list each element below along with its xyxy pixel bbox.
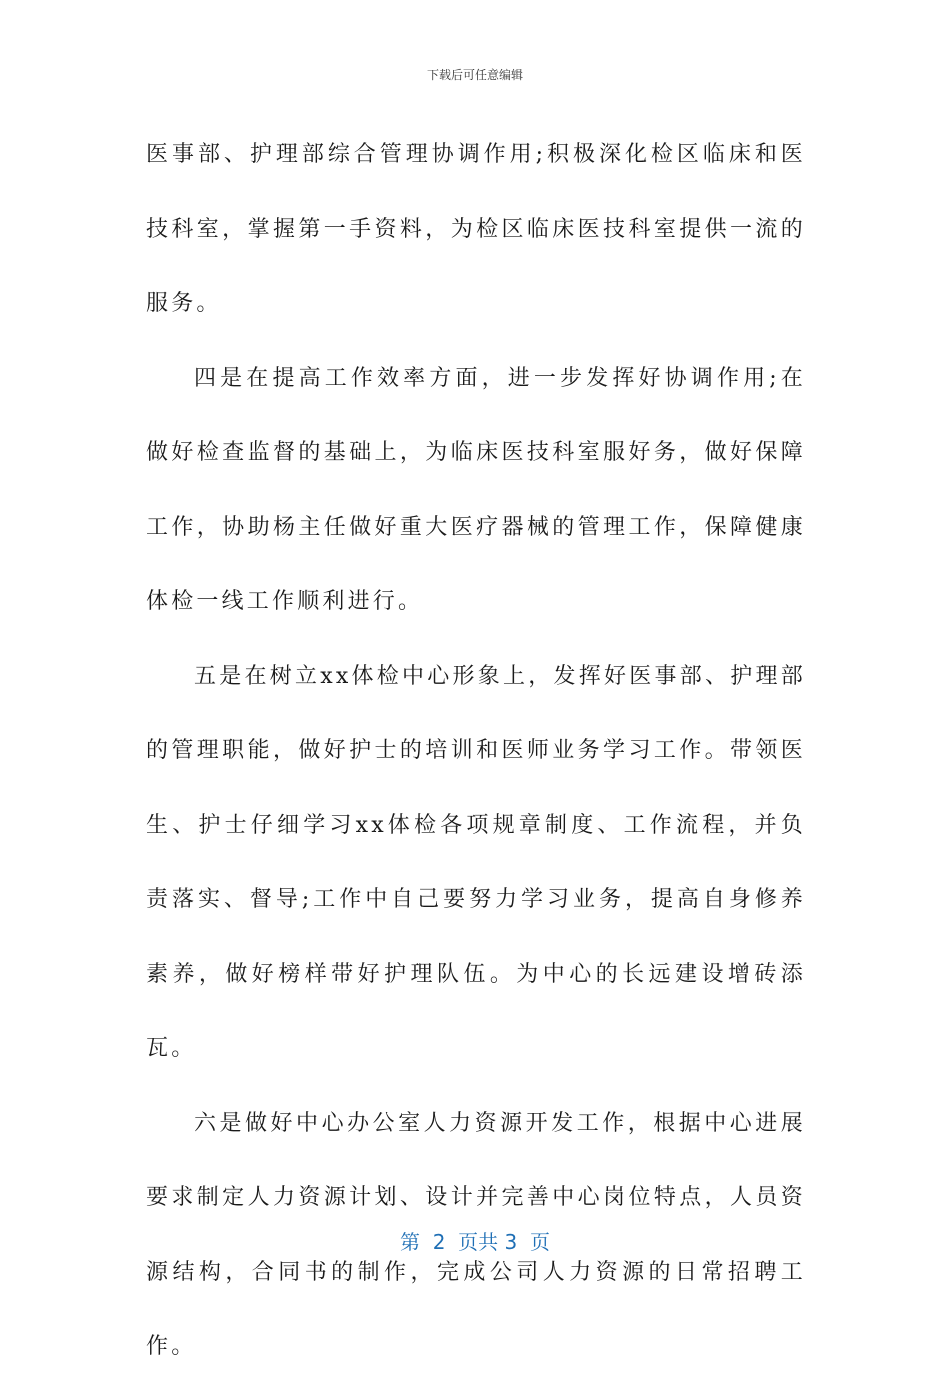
document-body	[146, 118, 806, 1385]
paragraph-4: 六是做好中心办公室人力资源开发工作，根据中心进展要求制定人力资源计划、设计并完善中心岗位特点，人员资源结构，合同书的制作，完成公司人力资源的日常招聘工作。	[146, 1110, 806, 1359]
paragraph-3: 五是在树立xx体检中心形象上，发挥好医事部、护理部的管理职能，做好护士的培训和医师业务学习工作。带领医生、护士仔细学习xx体检各项规章制度、工作流程，并负责落实、督导;工作中自己要努力学习业务，提高自身修养素养，做好榜样带好护理队伍。为中心的长远建设增砖添瓦。	[146, 663, 806, 1061]
paragraph-2: 四是在提高工作效率方面，进一步发挥好协调作用;在做好检查监督的基础上，为临床医技科室服好务，做好保障工作，协助杨主任做好重大医疗器械的管理工作，保障健康体检一线工作顺利进行。	[146, 365, 806, 614]
page-number-footer: 第 2 页共 3 页	[400, 1230, 550, 1254]
paragraph-1: 医事部、护理部综合管理协调作用;积极深化检区临床和医技科室，掌握第一手资料，为检区临床医技科室提供一流的服务。	[146, 142, 806, 316]
page-header: 下载后可任意编辑	[426, 68, 523, 82]
